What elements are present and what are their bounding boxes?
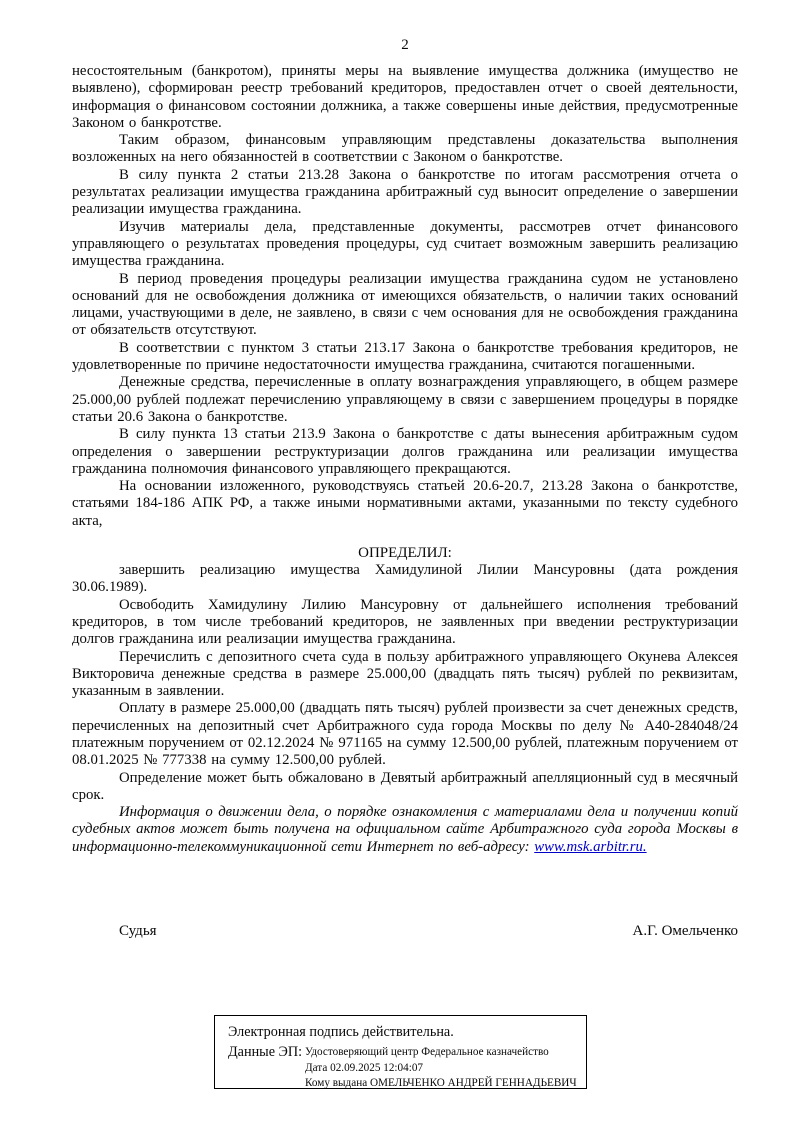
paragraph: Таким образом, финансовым управляющим представлены доказательства выполнения возложенных на него обязанностей в соответствии с Законом о банкротстве.	[72, 132, 738, 166]
paragraph: Изучив материалы дела, представленные документы, рассмотрев отчет финансового управляющего о результатах проведения процедуры, суд считает возможным завершить реализацию имущества гражданина.	[72, 218, 738, 270]
case-info-text: Информация о движении дела, о порядке ознакомления с материалами дела и получении копий судебных актов может быть получена на официальном сайте Арбитражного суда города Москвы в информационно-телекоммуникационной сети Интернет по веб-адресу:	[72, 804, 738, 855]
paragraph: В силу пункта 2 статьи 213.28 Закона о банкротстве по итогам рассмотрения отчета о результатах реализации имущества гражданина арбитражный суд выносит определение о завершении реализации имущества гражданина.	[72, 166, 738, 218]
ruling-heading: ОПРЕДЕЛИЛ:	[358, 545, 452, 562]
paragraph: В период проведения процедуры реализации имущества гражданина судом не установлено оснований для не освобождения должника от имеющихся обязательств, о наличии таких оснований лицами, участвующими в деле, не заявлено, в связи с чем основания для не освобождения гражданина от обязательств отсутствуют.	[72, 270, 738, 339]
page-number: 2	[401, 37, 409, 53]
stamp-data-row	[228, 1044, 578, 1092]
resolution-paragraph: Оплату в размере 25.000,00 (двадцать пять тысяч) рублей произвести за счет денежных средств, перечисленных на депозитный счет Арбитражного суда города Москвы по делу № А40-284048/24 платежным поручением от 02.12.2024 № 971165 на сумму 12.500,00 рублей, платежным поручением от 08.01.2025 № 777338 на сумму 12.500,00 рублей.	[72, 700, 738, 769]
judge-name: А.Г. Омельченко	[632, 923, 738, 939]
stamp-data-label: Данные ЭП:	[228, 1044, 303, 1060]
paragraph: несостоятельным (банкротом), приняты меры на выявление имущества должника (имущество не выявлено), сформирован реестр требований кредиторов, предоставлен отчет о своей деятельности, информация о финансовом состоянии должника, а также совершены иные действия, предусмотренные Законом о банкротстве.	[72, 63, 738, 131]
paragraph: В силу пункта 13 статьи 213.9 Закона о банкротстве с даты вынесения арбитражным судом определения о завершении реструктуризации долгов гражданина или реализации имущества гражданина полномочия финансового управляющего прекращаются.	[72, 426, 738, 477]
document-body	[72, 63, 738, 856]
paragraph: Денежные средства, перечисленные в оплату вознаграждения управляющего, в общем размере 25.000,00 рублей подлежат перечислению управляющему в связи с завершением процедуры в порядке статьи 20.6 Закона о банкротстве.	[72, 374, 738, 425]
judge-title: Судья	[119, 923, 157, 939]
court-website-link[interactable]: www.msk.arbitr.ru.	[534, 838, 647, 855]
signature-row	[72, 922, 738, 940]
resolution-paragraph: Освободить Хамидулину Лилию Мансуровну от дальнейшего исполнения требований кредиторов, в том числе требований кредиторов, не заявленных при введении реструктуризации долгов гражданина или реализации имущества гражданина.	[72, 596, 738, 648]
paragraph: На основании изложенного, руководствуясь статьей 20.6-20.7, 213.28 Закона о банкротстве, статьями 184-186 АПК РФ, а также иными нормативными актами, указанными по тексту судебного акта,	[72, 478, 738, 529]
stamp-detail-certifier: Удостоверяющий центр Федеральное казначейство	[305, 1046, 549, 1058]
case-info-paragraph	[72, 804, 738, 856]
resolution-paragraph: завершить реализацию имущества Хамидулиной Лилии Мансуровны (дата рождения 30.06.1989).	[72, 562, 738, 596]
paragraph: В соответствии с пунктом 3 статьи 213.17 Закона о банкротстве требования кредиторов, не удовлетворенные по причине недостаточности имущества гражданина, считаются погашенными.	[72, 339, 738, 374]
stamp-valid-text: Электронная подпись действительна.	[228, 1024, 454, 1040]
resolution-paragraph: Перечислить с депозитного счета суда в пользу арбитражного управляющего Окунева Алексея Викторовича денежные средства в размере 25.000,00 (двадцать пять тысяч) рублей по реквизитам, указанным в заявлении.	[72, 648, 738, 700]
stamp-detail-date: Дата 02.09.2025 12:04:07	[305, 1061, 424, 1074]
resolution-paragraph: Определение может быть обжаловано в Девятый арбитражный апелляционный суд в месячный срок.	[72, 769, 738, 803]
stamp-details	[305, 1044, 577, 1092]
electronic-signature-stamp	[214, 1015, 587, 1089]
stamp-detail-issued-to: Кому выдана ОМЕЛЬЧЕНКО АНДРЕЙ ГЕННАДЬЕВИЧ	[305, 1077, 577, 1090]
